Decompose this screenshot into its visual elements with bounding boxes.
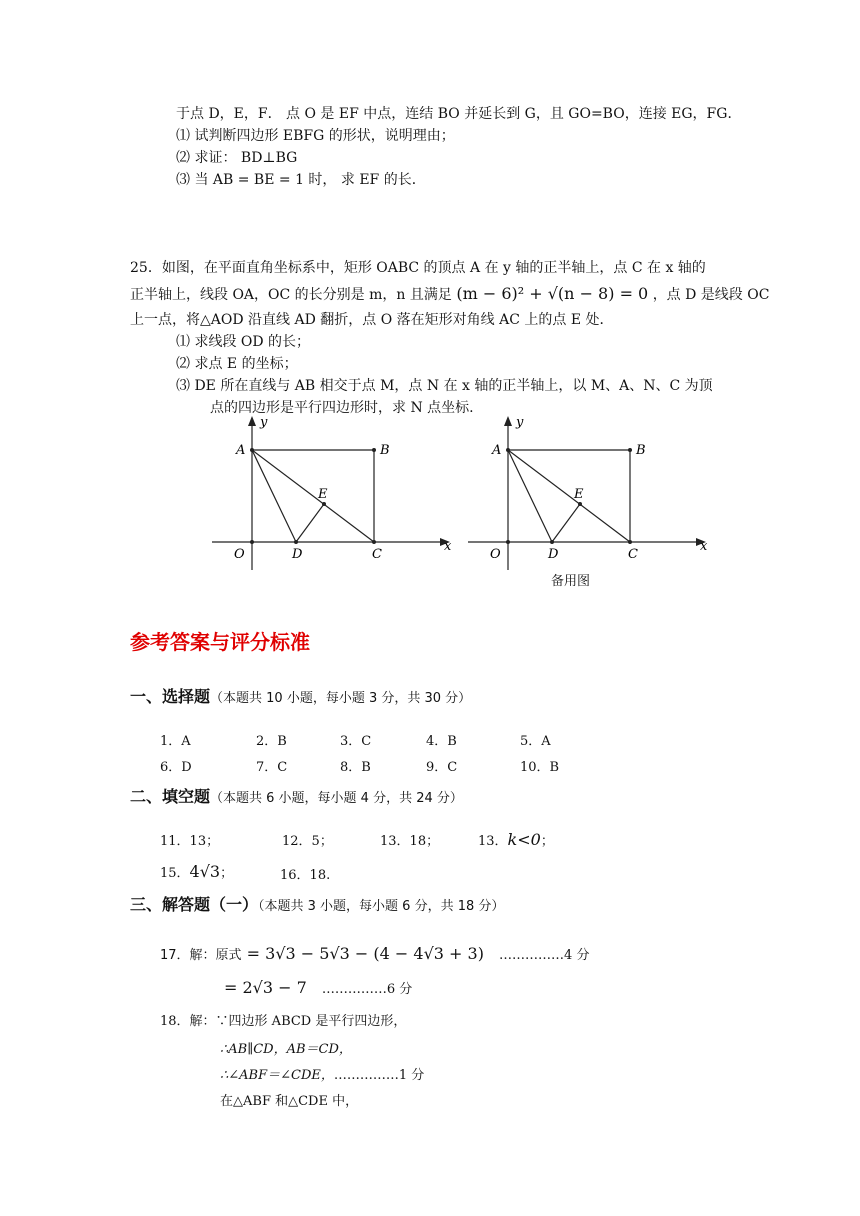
section-1-title: 一、选择题 xyxy=(130,687,211,706)
choice-4: 4．B xyxy=(426,734,457,749)
q18-line-1: 18．解：∵四边形 ABCD 是平行四边形， xyxy=(160,1014,407,1029)
fill-13b-tail: ； xyxy=(540,834,554,849)
q25-line-3: 上一点，将△AOD 沿直线 AD 翻折，点 O 落在矩形对角线 AC 上的点 E 处． xyxy=(130,312,614,328)
q25-line-1: 25．如图，在平面直角坐标系中，矩形 OABC 的顶点 A 在 y 轴的正半轴上，点 C 在 x 轴的 xyxy=(130,260,706,276)
fig1-label-B: B xyxy=(380,443,390,458)
choice-10: 10．B xyxy=(520,760,560,775)
q18-line-3 xyxy=(220,1064,424,1083)
choice-6: 6．D xyxy=(160,760,192,775)
fill-15 xyxy=(160,862,233,881)
q25-line-2 xyxy=(130,284,769,305)
q24-line-1: 于点 D，E，F． 点 O 是 EF 中点，连结 BO 并延长到 G，且 GO=BO，连接 EG，FG． xyxy=(176,106,742,122)
fill-12: 12．5； xyxy=(282,834,333,849)
fig1-label-A: A xyxy=(236,443,246,458)
section-1-heading xyxy=(130,684,471,707)
figure-main xyxy=(200,410,460,580)
section-2-heading xyxy=(130,784,463,807)
section-2-note: （本题共 6 小题，每小题 4 分，共 24 分） xyxy=(210,791,463,806)
q25-line-2-text: 正半轴上，线段 OA，OC 的长分别是 m，n 且满足 xyxy=(130,287,452,303)
fig2-label-B: B xyxy=(636,443,646,458)
q24-line-4: ⑶ 当 AB = BE = 1 时， 求 EF 的长． xyxy=(176,172,426,188)
fig1-label-y: y xyxy=(260,415,268,430)
q18-line-2: ∴AB∥CD，AB＝CD， xyxy=(220,1042,352,1057)
fig2-label-A: A xyxy=(492,443,502,458)
fig2-label-C: C xyxy=(628,547,638,562)
choice-7: 7．C xyxy=(256,760,288,775)
section-3-note: （本题共 3 小题，每小题 6 分，共 18 分） xyxy=(258,899,505,914)
section-3-heading xyxy=(130,892,504,915)
q25-line-2-text-b: ，点 D 是线段 OC xyxy=(652,287,770,303)
fill-15-label: 15． xyxy=(160,866,190,881)
choice-8: 8．B xyxy=(340,760,371,775)
section-1-note: （本题共 10 小题，每小题 3 分，共 30 分） xyxy=(210,691,472,706)
fig1-label-O: O xyxy=(234,547,245,562)
q17-result: = 2√3 − 7 xyxy=(224,978,307,997)
q24-line-3: ⑵ 求证： BD⊥BG xyxy=(176,150,298,166)
choice-3: 3．C xyxy=(340,734,372,749)
fill-11: 11．13； xyxy=(160,834,220,849)
q24-line-2: ⑴ 试判断四边形 EBFG 的形状，说明理由； xyxy=(176,128,455,144)
choice-1: 1．A xyxy=(160,734,191,749)
answers-title: 参考答案与评分标准 xyxy=(130,630,310,654)
figure-backup xyxy=(456,410,716,580)
fill-13b xyxy=(478,830,554,849)
fig2-label-D: D xyxy=(548,547,559,562)
fig2-label-x: x xyxy=(700,539,708,554)
fig2-label-y: y xyxy=(516,415,524,430)
fill-13b-math: k<0 xyxy=(507,830,541,849)
q17-line-1 xyxy=(160,944,589,963)
q17-score-1: ……………4 分 xyxy=(499,948,590,963)
fill-16: 16．18. xyxy=(280,868,331,883)
section-3-title: 三、解答题（一） xyxy=(130,895,259,914)
fig2-label-E: E xyxy=(574,487,584,502)
q18-line-4: 在△ABF 和△CDE 中， xyxy=(220,1094,359,1109)
q17-score-2: ……………6 分 xyxy=(321,982,413,997)
fill-15-math: 4√3 xyxy=(189,862,221,881)
q25-sub-3: ⑶ DE 所在直线与 AB 相交于点 M，点 N 在 x 轴的正半轴上，以 M、A、N、C 为顶 xyxy=(176,378,713,394)
q17-expression: = 3√3 − 5√3 − (4 − 4√3 + 3) xyxy=(246,944,484,963)
fig1-label-E: E xyxy=(318,487,328,502)
fig1-label-C: C xyxy=(372,547,382,562)
choice-2: 2．B xyxy=(256,734,287,749)
q25-sub-2: ⑵ 求点 E 的坐标； xyxy=(176,356,298,372)
fig1-label-D: D xyxy=(292,547,303,562)
fill-13b-label: 13． xyxy=(478,834,508,849)
q17-line-2 xyxy=(224,978,412,997)
q25-sub-1: ⑴ 求线段 OD 的长； xyxy=(176,334,311,350)
q25-sub-3-cont: 点的四边形是平行四边形时，求 N 点坐标. xyxy=(210,400,474,416)
backup-figure-caption: 备用图 xyxy=(551,574,591,589)
section-2-title: 二、填空题 xyxy=(130,787,211,806)
q18-line-3-text: ∴∠ABF＝∠CDE， xyxy=(220,1068,334,1083)
fig1-label-x: x xyxy=(444,539,452,554)
choice-5: 5．A xyxy=(520,734,551,749)
fill-15-tail: ； xyxy=(220,866,234,881)
q25-condition-formula: (m − 6)² + √(n − 8) = 0 xyxy=(456,284,649,303)
choice-9: 9．C xyxy=(426,760,458,775)
fill-13a: 13．18； xyxy=(380,834,440,849)
fig2-label-O: O xyxy=(490,547,501,562)
q17-label: 17．解：原式 xyxy=(160,948,242,963)
q18-line-3-score: ……………1 分 xyxy=(333,1068,425,1083)
